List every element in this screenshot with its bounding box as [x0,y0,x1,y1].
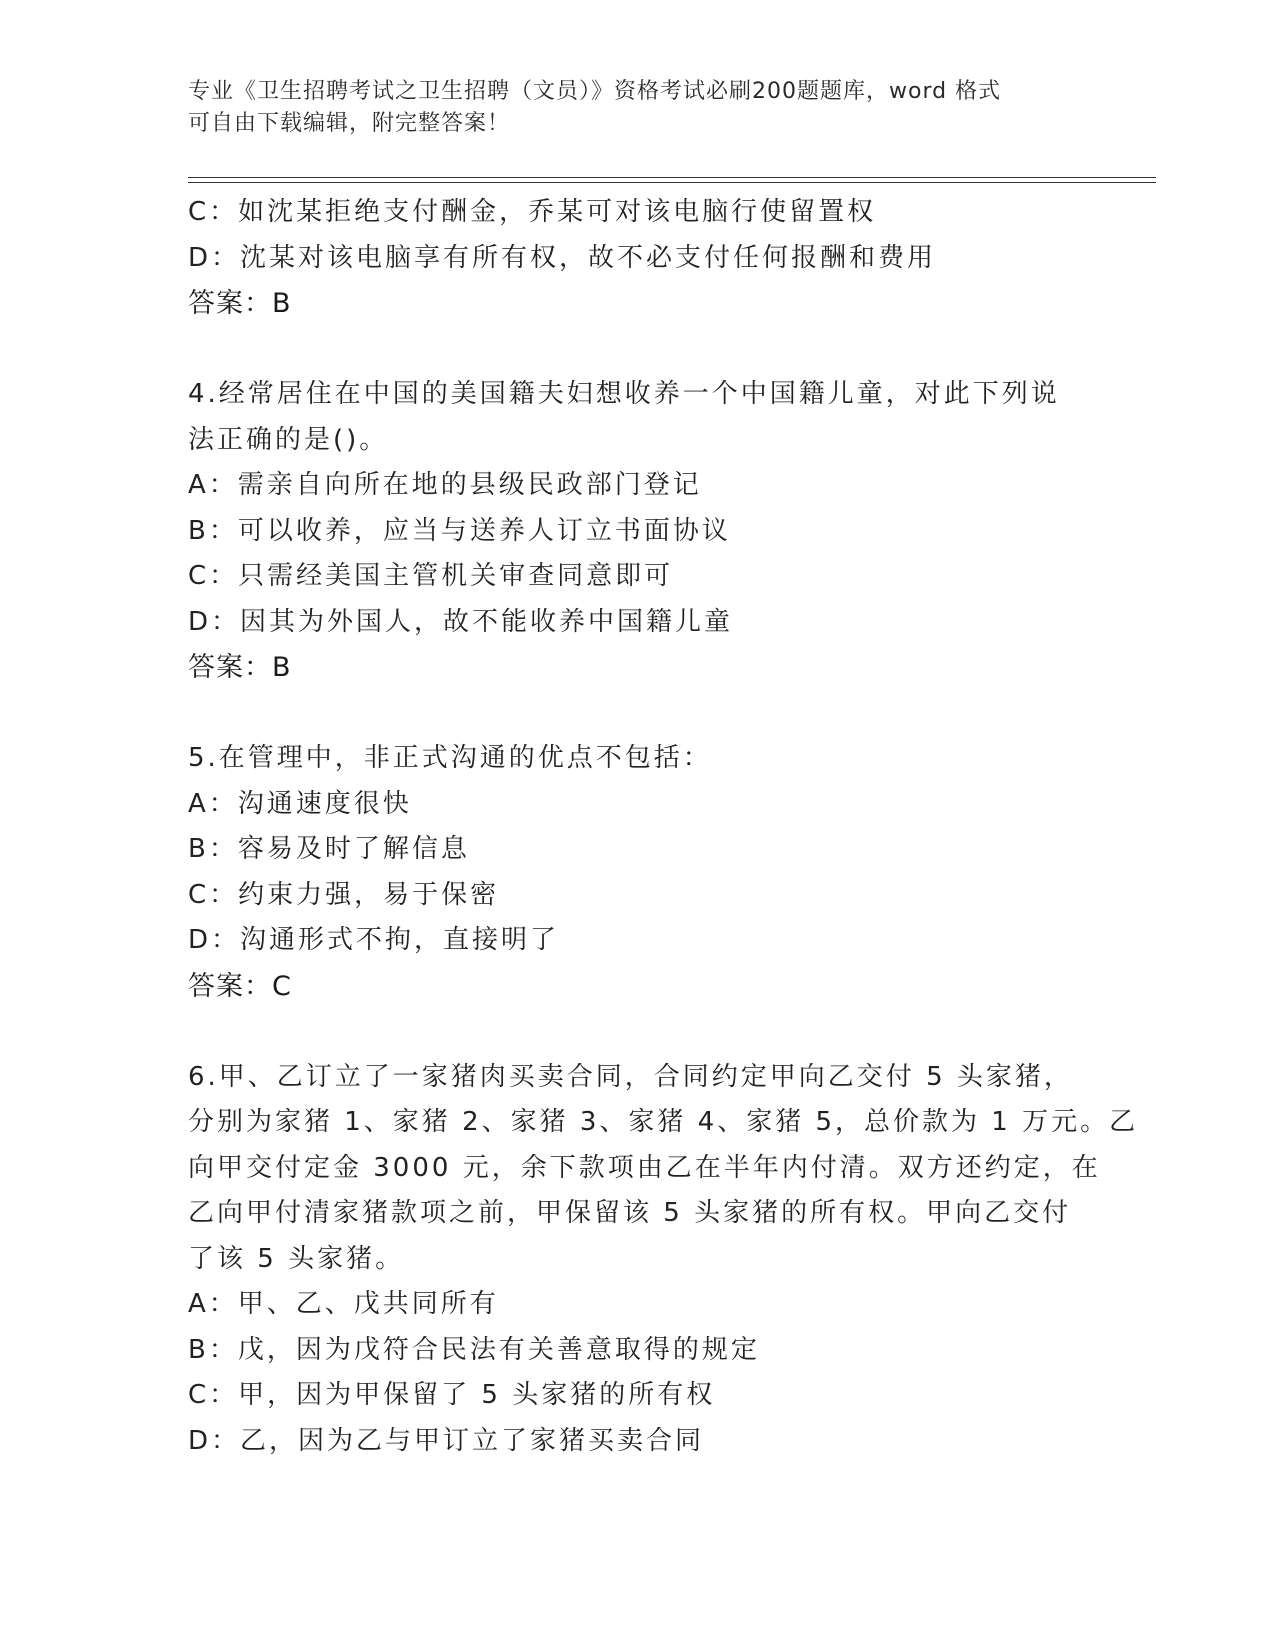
question-stem-line: 法正确的是()。 [188,424,389,455]
option-b: B：可以收养，应当与送养人订立书面协议 [188,515,731,546]
spacer [188,327,1088,373]
question-5 [188,736,1088,1009]
question-stem-line: 了该 5 头家猪。 [188,1243,405,1274]
question-6 [188,1055,1139,1465]
option-c: C：只需经美国主管机关审查同意即可 [188,561,674,591]
document-header [188,76,1088,140]
header-title-line-1: 专业《卫生招聘考试之卫生招聘（文员）》资格考试必刷200题题库，word 格式 [188,79,1002,104]
answer-line: 答案：B [188,652,292,683]
option-d: D：沈某对该电脑享有所有权，故不必支付任何报酬和费用 [188,242,937,273]
document-body [188,190,1139,1464]
option-b: B：戊，因为戊符合民法有关善意取得的规定 [188,1334,760,1365]
option-a: A：沟通速度很快 [188,788,412,819]
question-3-continued [188,190,1088,327]
question-stem-line: 4.经常居住在中国的美国籍夫妇想收养一个中国籍儿童，对此下列说 [188,379,1060,409]
question-4 [188,372,1088,691]
option-c: C：甲，因为甲保留了 5 头家猪的所有权 [188,1380,716,1410]
option-d: D：沟通形式不拘，直接明了 [188,925,560,955]
question-stem-line: 分别为家猪 1、家猪 2、家猪 3、家猪 4、家猪 5，总价款为 1 万元。乙 [188,1107,1139,1137]
question-stem-line: 6.甲、乙订立了一家猪肉买卖合同，合同约定甲向乙交付 5 头家猪， [188,1061,1073,1092]
option-a: A：甲、乙、戊共同所有 [188,1289,499,1319]
option-c: C：约束力强，易于保密 [188,879,500,910]
question-stem-line: 5.在管理中，非正式沟通的优点不包括： [188,743,712,773]
option-c: C：如沈某拒绝支付酬金，乔某可对该电脑行使留置权 [188,197,877,227]
answer-line: 答案：B [188,288,292,319]
spacer [188,1009,1088,1055]
option-b: B：容易及时了解信息 [188,834,470,864]
option-a: A：需亲自向所在地的县级民政部门登记 [188,470,702,500]
header-title-line-2: 可自由下载编辑，附完整答案！ [188,111,511,136]
header-divider-bottom [188,182,1156,183]
question-stem-line: 向甲交付定金 3000 元，余下款项由乙在半年内付清。双方还约定，在 [188,1152,1101,1183]
option-d: D：因其为外国人，故不能收养中国籍儿童 [188,606,734,637]
option-d: D：乙，因为乙与甲订立了家猪买卖合同 [188,1425,705,1456]
question-stem-line: 乙向甲付清家猪款项之前，甲保留该 5 头家猪的所有权。甲向乙交付 [188,1198,1072,1228]
header-divider-top [188,177,1156,178]
answer-line: 答案：C [188,970,292,1002]
spacer [188,691,1088,737]
